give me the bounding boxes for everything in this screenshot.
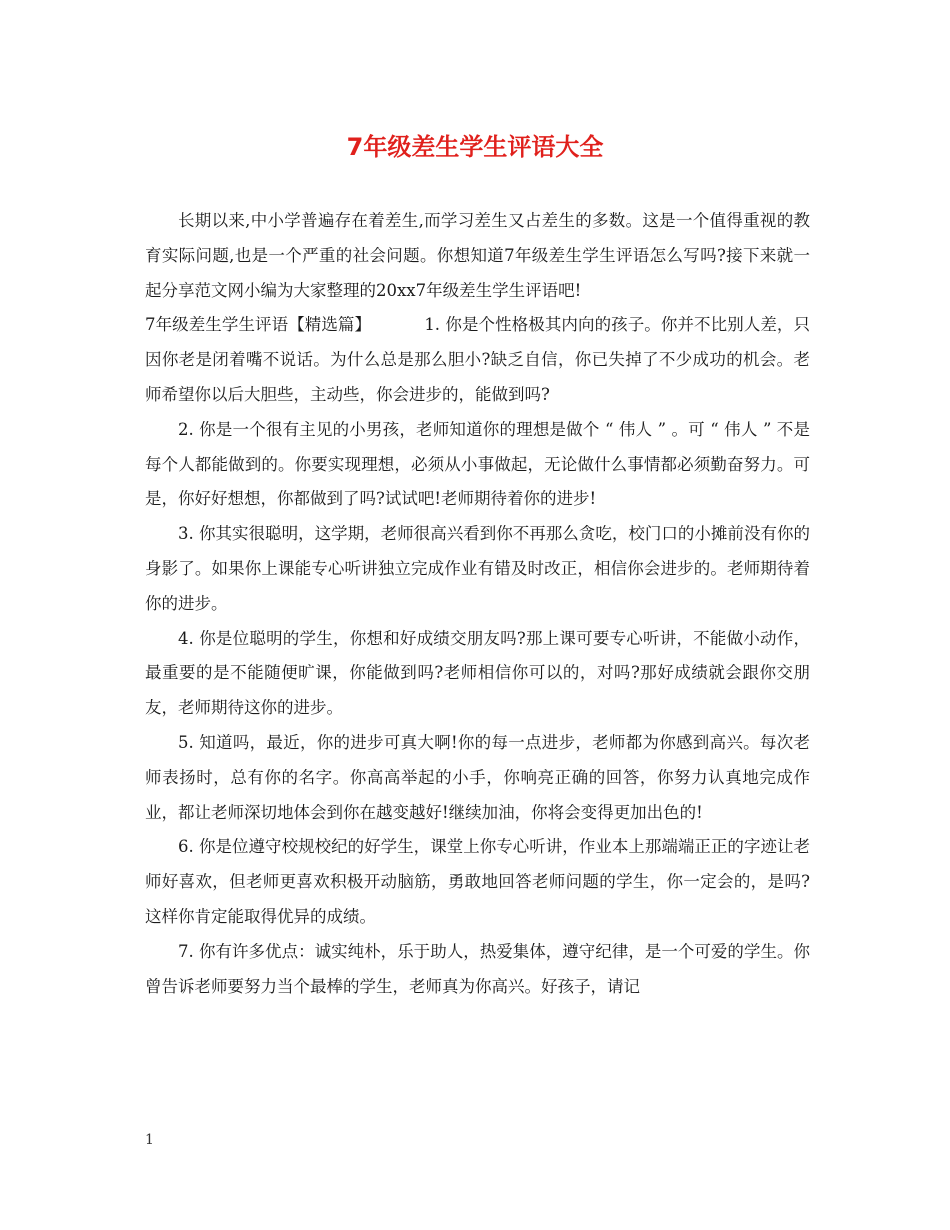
comment-5-text: 5. 知道吗，最近，你的进步可真大啊!你的每一点进步，老师都为你感到高兴。每次老师表扬时，总有你的名字。你高高举起的小手，你响亮正确的回答，你努力认真地完成作业，都让老师深切地体会到你在越变越好!继续加油，你将会变得更加出色的!	[145, 732, 810, 822]
comment-paragraph-3	[145, 517, 810, 621]
comment-paragraph-6	[145, 830, 810, 934]
comment-6-text: 6. 你是位遵守校规校纪的好学生，课堂上你专心听讲，作业本上那端端正正的字迹让老师好喜欢，但老师更喜欢积极开动脑筋，勇敢地回答老师问题的学生，你一定会的，是吗?这样你肯定能取得优异的成绩。	[145, 837, 810, 926]
comment-paragraph-4	[145, 622, 810, 726]
section-heading: 7年级差生学生评语【精选篇】	[145, 315, 372, 335]
comment-1-text: 1. 你是个性格极其内向的孩子。你并不比别人差，只因你老是闭着嘴不说话。为什么总是那么胆小?缺乏自信，你已失掉了不少成功的机会。老师希望你以后大胆些，主动些，你会进步的，能做到吗?	[145, 315, 810, 404]
comment-4-text: 4. 你是位聪明的学生，你想和好成绩交朋友吗?那上课可要专心听讲，不能做小动作，最重要的是不能随便旷课，你能做到吗?老师相信你可以的，对吗?那好成绩就会跟你交朋友，老师期待这你的进步。	[145, 628, 810, 718]
comment-paragraph-2	[145, 413, 810, 517]
comment-7-text: 7. 你有许多优点：诚实纯朴，乐于助人，热爱集体，遵守纪律，是一个可爱的学生。你曾告诉老师要努力当个最棒的学生，老师真为你高兴。好孩子，请记	[145, 941, 810, 996]
comment-paragraph-7	[145, 935, 810, 1005]
intro-text: 长期以来,中小学普遍存在着差生,而学习差生又占差生的多数。这是一个值得重视的教育实际问题,也是一个严重的社会问题。你想知道7年级差生学生评语怎么写吗?接下来就一起分享范文网小编为大家整理的20xx7年级差生学生评语吧!	[145, 211, 810, 300]
comment-2-text: 2. 你是一个很有主见的小男孩，老师知道你的理想是做个 “ 伟人 ” 。可 “ 伟人 ” 不是每个人都能做到的。你要实现理想，必须从小事做起，无论做什么事情都必须勤奋努力。可是，你好好想想，你都做到了吗?试试吧!老师期待着你的进步!	[145, 419, 810, 509]
document-body	[145, 204, 810, 1004]
heading-gap	[371, 315, 424, 334]
comment-paragraph-1	[145, 308, 810, 412]
document-title: 7年级差生学生评语大全	[346, 133, 604, 161]
comment-3-text: 3. 你其实很聪明，这学期，老师很高兴看到你不再那么贪吃，校门口的小摊前没有你的身影了。如果你上课能专心听讲独立完成作业有错及时改正，相信你会进步的。老师期待着你的进步。	[145, 524, 810, 613]
intro-paragraph	[145, 204, 810, 308]
comment-paragraph-5	[145, 726, 810, 830]
page-number: 1	[145, 1132, 154, 1148]
